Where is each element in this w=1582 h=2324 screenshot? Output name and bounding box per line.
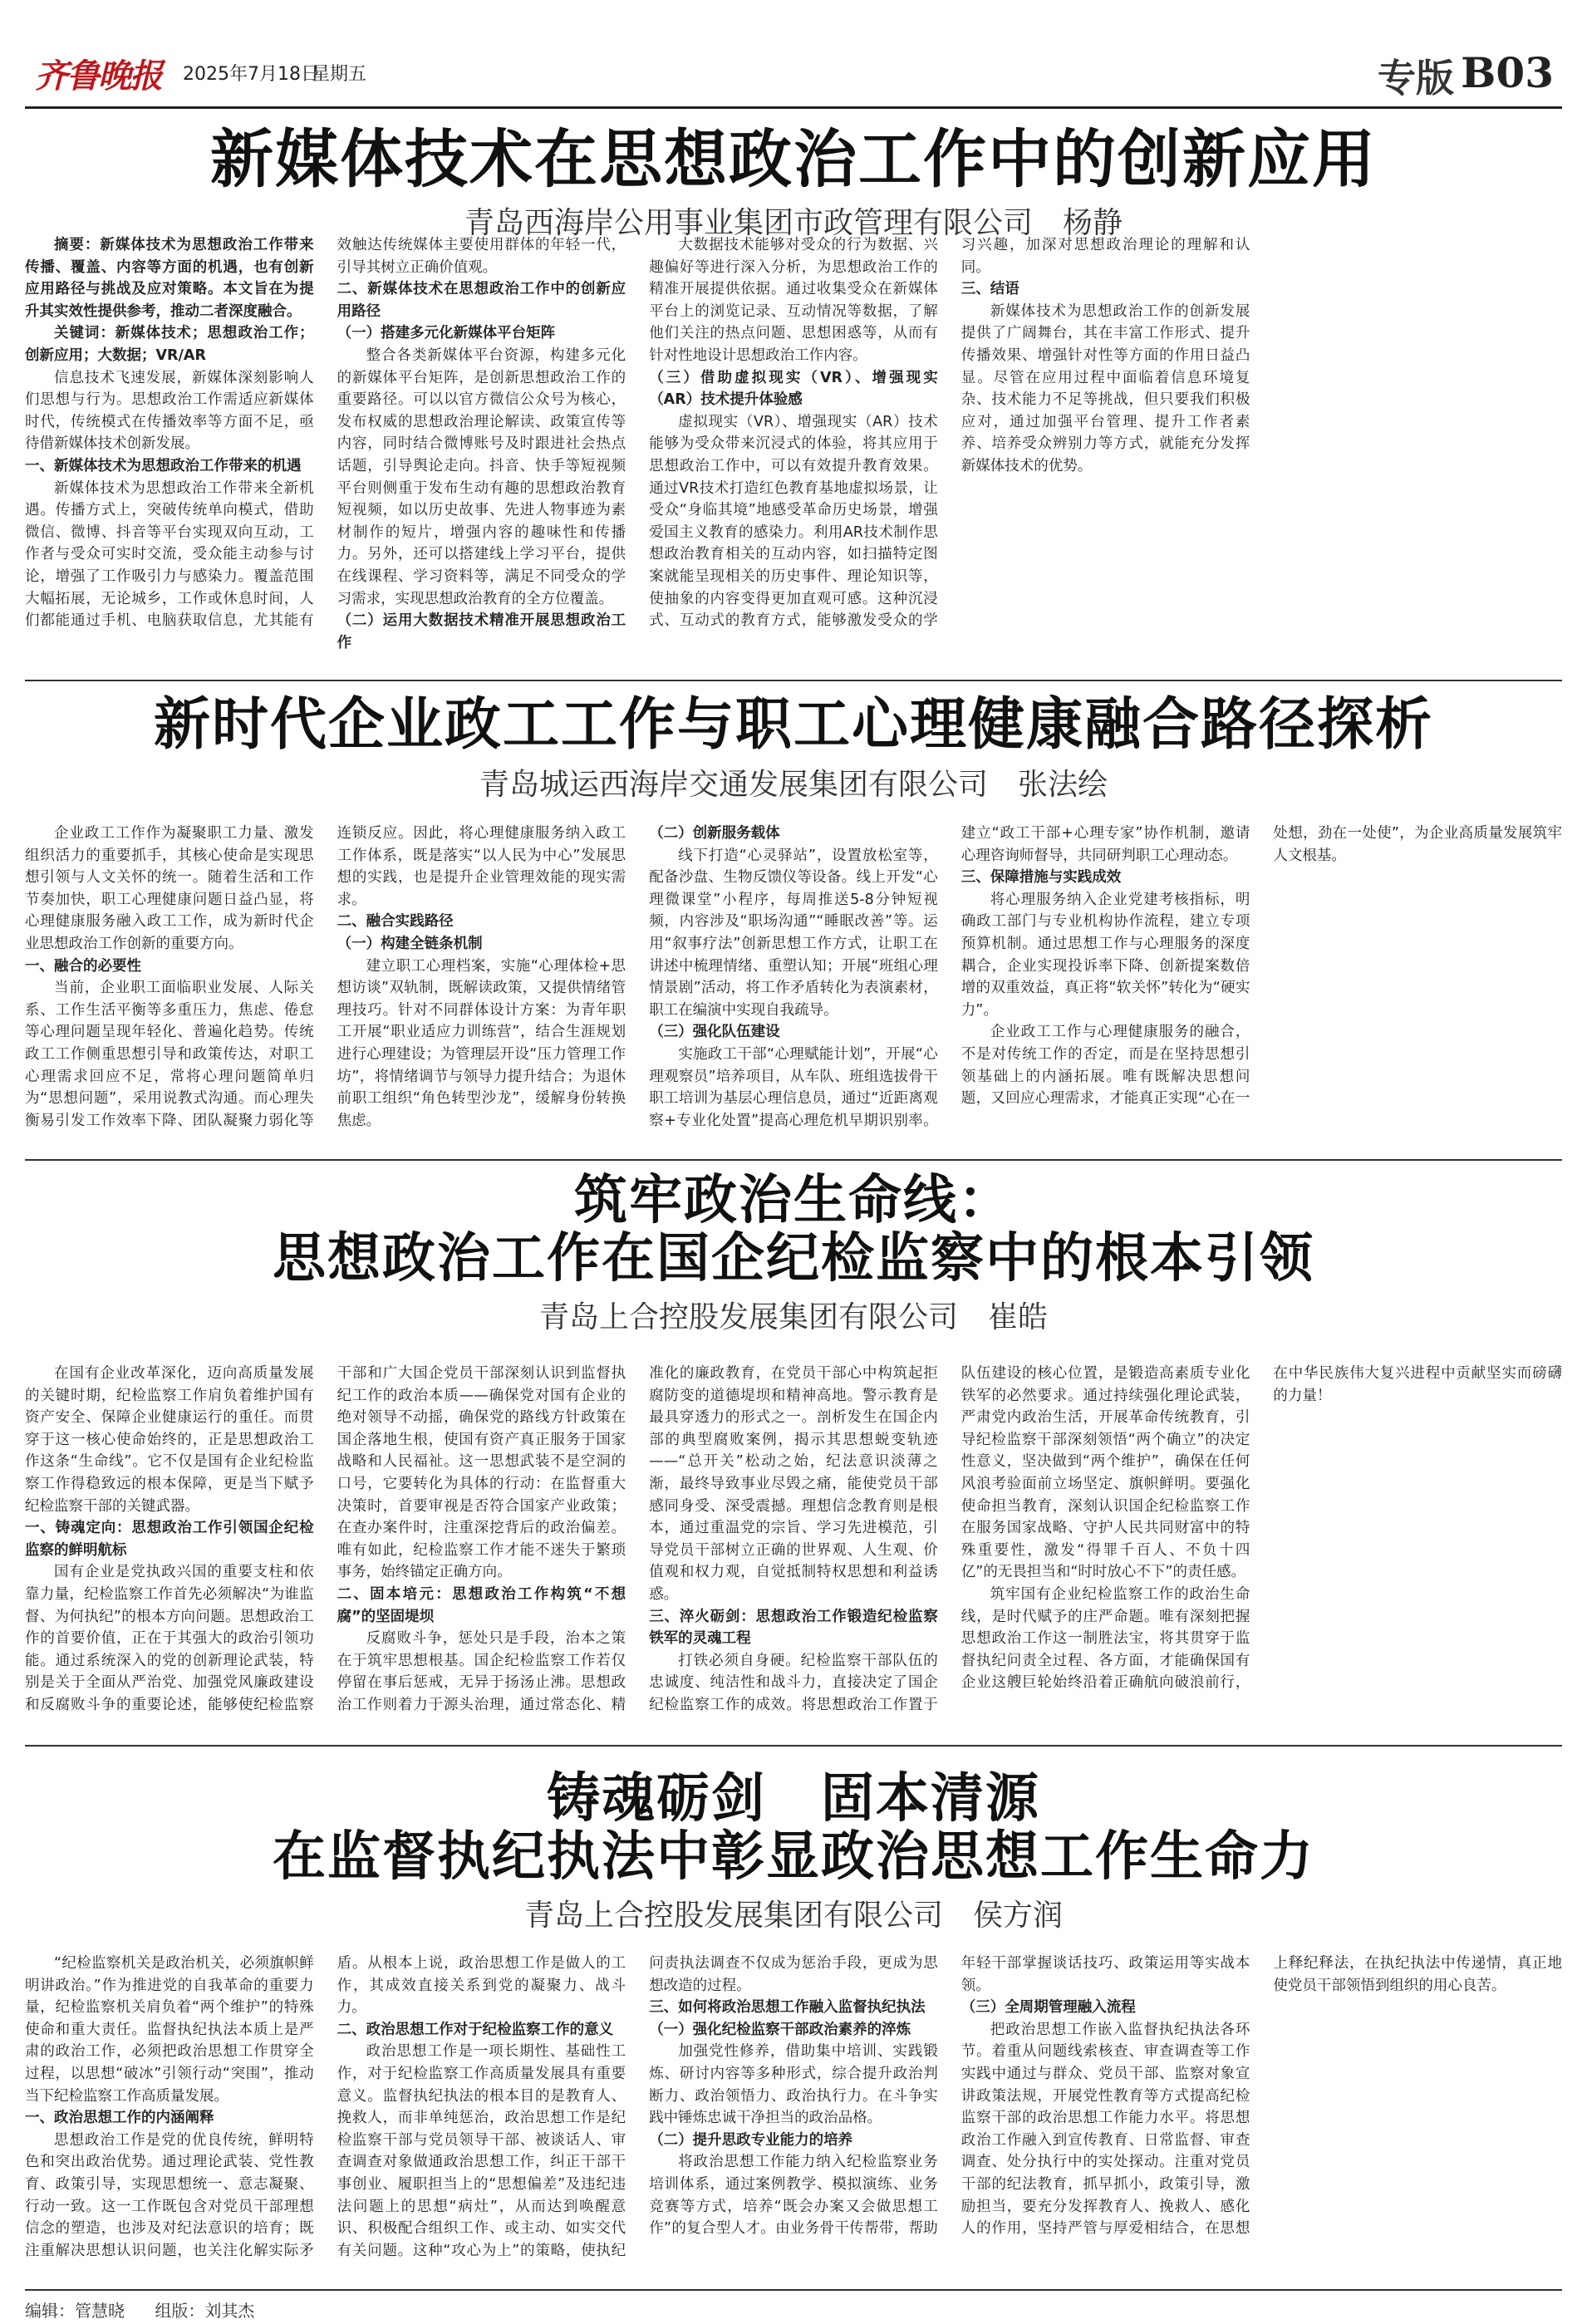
article-1-byline: 青岛西海岸公用事业集团市政管理有限公司 杨静: [464, 205, 1123, 240]
section-heading: （二）运用大数据技术精准开展思想政治工作: [337, 612, 626, 651]
section-heading: 二、新媒体技术在思想政治工作中的创新应用路径: [337, 281, 626, 320]
section-heading: 二、政治思想工作对于纪检监察工作的意义: [337, 2021, 614, 2038]
article-3-title-line2: 思想政治工作在国企纪检监察中的根本引领: [273, 1227, 1314, 1290]
body-paragraph: 在国有企业改革深化，迈向高质量发展的关键时期，纪检监察工作肩负着维护国有资产安全、保障企业健康运行的重任。而贯穿于这一核心使命始终的，正是思想政治工作这条“生命线”。它不仅是国有企业纪检监察工作得稳致远的根本保障，更是当下赋予纪检监察干部的关键武器。: [25, 1365, 314, 1515]
section-heading: 三、保障措施与实践成效: [960, 869, 1122, 887]
section-heading: 三、如何将政治思想工作融入监督执纪执法: [649, 1999, 926, 2017]
article-1-body: [25, 234, 1562, 666]
body-paragraph: 建立职工心理档案，实施“心理体检+思想访谈”双轨制，既解读政策，又提供情绪管理技巧。针对不同群体设计方案：为青年职工开展“职业适应力训练营”，结合生涯规划进行心理建设；为管理层开设“压力管理工作坊”，将情绪调节与领导力提升结合；为退休前职工组织“角色转型沙龙”，缓解身份转换焦虑。: [337, 957, 626, 1129]
footer: [25, 2289, 1562, 2322]
section-heading: （一）搭建多元化新媒体平台矩阵: [337, 325, 556, 342]
body-paragraph: 整合各类新媒体平台资源，构建多元化的新媒体平台矩阵，是创新思想政治工作的重要路径。可以以官方微信公众号为核心，发布权威的思想政治理论解读、政策宣传等内容，同时结合微博账号及时跟进社会热点话题，引导舆论走向。抖音、快手等短视频平台则侧重于发布生动有趣的思想政治教育短视频，如以历史故事、先进人物事迹为素材制作的短片，增强内容的趣味性和传播力。另外，还可以搭建线上学习平台，提供在线课程、学习资料等，满足不同受众的学习需求，实现思想政治教育的全方位覆盖。: [337, 346, 626, 607]
article-4-title-line1: 铸魂砺剑 固本清源: [547, 1767, 1040, 1830]
body-paragraph: 把政治思想工作嵌入监督执纪执法各环节。着重从问题线索核查、审查调查等工作实践中通过与群众、党员干部、监察对象宣讲政策法规，开展党性教育等方式提高纪检监察干部的政治思想工作能力水平。将思想政治工作融入到宣传教育、日常监督、审查调查、处分执行中的实处探动。注重对党员干部的纪法教育，抓早抓小，政策引导，激励担当，要充分发挥教育人、挽救人、感化人的作用，坚持严管与厚爱相结合，在思想上释纪释法，在执纪执法中传递情，真正地使党员干部领悟到组织的用心良苦。: [960, 1955, 1562, 2238]
body-paragraph: 反腐败斗争，惩处只是手段，治本之策在于筑牢思想根基。国企纪检监察工作若仅停留在事后惩戒，无异于扬汤止沸。思想政治工作则着力于源头治理，通过常态化、精准化的廉政教育，在党员干部心中构筑起拒腐防变的道德堤坝和精神高地。警示教育是最具穿透力的形式之一。剖析发生在国企内部的典型腐败案例，揭示其思想蜕变轨迹——“总开关”松动之始，纪法意识淡薄之渐，最终导致事业尽毁之痛，能使党员干部感同身受、深受震撼。理想信念教育则是根本，通过重温党的宗旨、学习先进模范，引导党员干部树立正确的世界观、人生观、价值观和权力观，自觉抵制特权思想和利益诱惑。: [337, 1365, 938, 1713]
article-4-body: [25, 1953, 1562, 2281]
issue-weekday: 星期五: [312, 64, 367, 85]
body-paragraph: 国有企业是党执政兴国的重要支柱和依靠力量，纪检监察工作首先必须解决“为谁监督、为何执纪”的根本方向问题。思想政治工作的首要价值，正在于其强大的政治引领功能。通过系统深入的党的创新理论武装，特别是关于全面从严治党、加强党风廉政建设和反腐败斗争的重要论述，能够使纪检监察干部和广大国企党员干部深刻认识到监督执纪工作的政治本质——确保党对国有企业的绝对领导不动摇，确保党的路线方针政策在国企落地生根，使国有资产真正服务于国家战略和人民福祉。这一思想武装不是空洞的口号，它要转化为具体的行动：在监督重大决策时，首要审视是否符合国家产业政策；在查办案件时，注重深挖背后的政治偏差。唯有如此，纪检监察工作才能不迷失于繁琐事务，始终锚定正确方向。: [25, 1365, 626, 1713]
section-heading: 一、铸魂定向：思想政治工作引领国企纪检监察的鲜明航标: [25, 1520, 314, 1559]
section-heading: （一）构建全链条机制: [337, 935, 483, 952]
body-paragraph: 关键词：新媒体技术；思想政治工作；创新应用；大数据；VR/AR: [25, 325, 314, 364]
article-4-title-line2: 在监督执纪执法中彰显政治思想工作生命力: [273, 1825, 1314, 1889]
article-1-header: [25, 122, 1562, 242]
body-paragraph: 将心理服务纳入企业党建考核指标，明确政工部门与专业机构协作流程，建立专项预算机制。通过思想工作与心理服务的深度耦合，企业实现投诉率下降、创新提案数倍增的双重效益，真正将“软关怀”转化为“硬实力”。: [960, 891, 1250, 1019]
section-heading: （三）强化队伍建设: [649, 1024, 780, 1041]
body-paragraph: 新媒体技术为思想政治工作带来全新机遇。传播方式上，突破传统单向模式，借助微信、微博、抖音等平台实现双向互动，工作者与受众可实时交流，受众能主动参与讨论，增强了工作吸引力与感染力。覆盖范围大幅拓展，无论城乡，工作或休息时间，人们都能通过手机、电脑获取信息，尤其能有效触达传统媒体主要使用群体的年轻一代，引导其树立正确价值观。: [25, 237, 626, 630]
body-paragraph: 虚拟现实（VR）、增强现实（AR）技术能够为受众带来沉浸式的体验，将其应用于思想政治工作中，可以有效提升教育效果。通过VR技术打造红色教育基地虚拟场景，让受众“身临其境”地感受革命历史场景，增强爱国主义教育的感染力。利用AR技术制作思想政治教育相关的互动内容，如扫描特定图案就能呈现相关的历史事件、理论知识等，使抽象的内容变得更加直观可感。这种沉浸式、互动式的教育方式，能够激发受众的学习兴趣，加深对思想政治理论的理解和认同。: [649, 237, 1250, 630]
body-paragraph: 新媒体技术为思想政治工作的创新发展提供了广阔舞台，其在丰富工作形式、提升传播效果、增强针对性等方面的作用日益凸显。尽管在应用过程中面临着信息环境复杂、技术能力不足等挑战，但只要我们积极应对，通过加强平台管理、提升工作者素养、培养受众辨别力等方式，就能充分发挥新媒体技术的优势。: [960, 302, 1250, 474]
section-heading: 二、固本培元：思想政治工作构筑“不想腐”的坚固堤坝: [337, 1585, 626, 1625]
body-paragraph: 企业政工工作与心理健康服务的融合，不是对传统工作的否定，而是在坚持思想引领基础上的内涵拓展。唯有既解决思想问题，又回应心理需求，才能真正实现“心在一处想，劲在一处使”，为企业高质量发展筑牢人文根基。: [960, 825, 1562, 1108]
section-heading: （三）全周期管理融入流程: [960, 1999, 1136, 2017]
layout-credit: 组版：刘其杰: [155, 2301, 255, 2321]
body-paragraph: 实施政工干部“心理赋能计划”，开展“心理观察员”培养项目，从车队、班组选拔骨干职工培训为基层心理信息员，通过“近距离观察+专业化处置”提高心理危机早期识别率。建立“政工干部+心理专家”协作机制，邀请心理咨询师督导，共同研判职工心理动态。: [649, 825, 1250, 1129]
section-heading: 一、新媒体技术为思想政治工作带来的机遇: [25, 457, 302, 474]
editor-credit: 编辑：管慧晓: [25, 2301, 125, 2321]
article-1-title: 新媒体技术在思想政治工作中的创新应用: [210, 122, 1377, 196]
body-paragraph: 大数据技术能够对受众的行为数据、兴趣偏好等进行深入分析，为思想政治工作的精准开展提供依据。通过收集受众在新媒体平台上的浏览记录、互动情况等数据，了解他们关注的热点问题、思想困惑等，从而有针对性地设计思想政治工作内容。: [649, 237, 938, 364]
body-paragraph: 线下打造“心灵驿站”，设置放松室等，配备沙盘、生物反馈仪等设备。线上开发“心理微课堂”小程序，每周推送5-8分钟短视频，内容涉及“职场沟通”“睡眠改善”等。运用“叙事疗法”创新思想工作方式，让职工在讲述中梳理情绪、重塑认知；开展“班组心理情景剧”活动，将工作矛盾转化为表演素材，职工在编演中实现自我疏导。: [649, 847, 938, 1019]
body-paragraph: 当前，企业职工面临职业发展、人际关系、工作生活平衡等多重压力，焦虑、倦怠等心理问题呈现年轻化、普遍化趋势。传统政工工作侧重思想引导和政策传达，对职工心理需求回应不足，常将心理问题简单归为“思想问题”，采用说教式沟通。而心理失衡易引发工作效率下降、团队凝聚力弱化等连锁反应。因此，将心理健康服务纳入政工工作体系，既是落实“以人民为中心”发展思想的实践，也是提升企业管理效能的现实需求。: [25, 825, 626, 1129]
body-paragraph: 打铁必须自身硬。纪检监察干部队伍的忠诚度、纯洁性和战斗力，直接决定了国企纪检监察工作的成效。将思想政治工作置于队伍建设的核心位置，是锻造高素质专业化铁军的必然要求。通过持续强化理论武装，严肃党内政治生活，开展革命传统教育，引导纪检监察干部深刻领悟“两个确立”的决定性意义，坚决做到“两个维护”，确保在任何风浪考验面前立场坚定、旗帜鲜明。要强化使命担当教育，深刻认识国企纪检监察工作在服务国家战略、守护人民共同财富中的特殊重要性，激发“得罪千百人、不负十四亿”的无畏担当和“时时放心不下”的责任感。: [649, 1365, 1250, 1713]
divider: [25, 1159, 1562, 1161]
article-4-byline: 青岛上合控股发展集团有限公司 侯方润: [523, 1898, 1063, 1933]
body-paragraph: 思想政治工作是党的优良传统，鲜明特色和突出政治优势。通过理论武装、党性教育、政策引导，实现思想统一、意志凝聚、行动一致。这一工作既包含对党员干部理想信念的塑造，也涉及对纪法意识的培育；既注重解决思想认识问题，也关注化解实际矛盾。从根本上说，政治思想工作是做人的工作，其成效直接关系到党的凝聚力、战斗力。: [25, 1955, 626, 2259]
section-heading: 二、融合实践路径: [337, 913, 454, 931]
article-2-byline: 青岛城运西海岸交通发展集团有限公司 张法绘: [479, 767, 1108, 802]
article-3-body: [25, 1363, 1562, 1728]
section-heading: 一、政治思想工作的内涵阐释: [25, 2110, 214, 2127]
article-2-body: [25, 823, 1562, 1147]
body-paragraph: 加强党性修养，借助集中培训、实践锻炼、研讨内容等多种形式，综合提升政治判断力、政治领悟力、政治执行力。在斗争实践中锤炼忠诚干净担当的政治品格。: [649, 2043, 938, 2127]
body-paragraph: 将政治思想工作能力纳入纪检监察业务培训体系，通过案例教学、模拟演练、业务竞赛等方式，培养“既会办案又会做思想工作”的复合型人才。由业务骨干传帮带，帮助年轻干部掌握谈话技巧、政策运用等实战本领。: [649, 1955, 1250, 2238]
masthead: [25, 32, 1562, 109]
article-3-byline: 青岛上合控股发展集团有限公司 崔皓: [538, 1300, 1048, 1334]
article-3-title-line1: 筑牢政治生命线：: [574, 1169, 1013, 1231]
article-2-header: [25, 691, 1562, 803]
divider: [25, 680, 1562, 681]
body-paragraph: 摘要：新媒体技术为思想政治工作带来传播、覆盖、内容等方面的机遇，也有创新应用路径与挑战及应对策略。本文旨在为提升其实效性提供参考，推动二者深度融合。: [25, 237, 314, 320]
section-heading: 一、融合的必要性: [25, 957, 141, 975]
section-heading: 三、结语: [960, 281, 1019, 298]
section-heading: （三）借助虚拟现实（VR）、增强现实（AR）技术提升体验感: [649, 369, 938, 409]
body-paragraph: 企业政工工作作为凝聚职工力量、激发组织活力的重要抓手，其核心使命是实现思想引领与人文关怀的统一。随着生活和工作节奏加快，职工心理健康问题日益凸显，将心理健康服务融入政工工作，成为新时代企业思想政治工作创新的重要方向。: [25, 825, 314, 952]
section-heading: 三、淬火砺剑：思想政治工作锻造纪检监察铁军的灵魂工程: [649, 1608, 938, 1648]
newspaper-logo: 齐鲁晚报: [35, 57, 161, 96]
article-2-title: 新时代企业政工工作与职工心理健康融合路径探析: [153, 691, 1433, 758]
section-heading: （二）创新服务载体: [649, 825, 780, 842]
body-paragraph: 信息技术飞速发展，新媒体深刻影响人们思想与行为。思想政治工作需适应新媒体时代，传统模式在传播效率等方面不足，亟待借新媒体技术创新发展。: [25, 369, 314, 453]
divider: [25, 1745, 1562, 1747]
section-label: 专版: [1378, 56, 1454, 101]
article-4-header: [25, 1767, 1562, 1934]
article-3-header: [25, 1169, 1562, 1336]
section-heading: （一）强化纪检监察干部政治素养的淬炼: [649, 2021, 911, 2038]
page-number: B03: [1461, 48, 1554, 97]
body-paragraph: 政治思想工作是一项长期性、基础性工作，对于纪检监察工作高质量发展具有重要意义。监督执纪执法的根本目的是教育人、挽救人，而非单纯惩治，政治思想工作是纪检监察干部与党员领导干部、被谈话人、审查调查对象做通政治思想工作，纠正干部干事创业、履职担当上的“思想偏差”及违纪违法问题上的思想“病灶”，从而达到唤醒意识、积极配合组织工作、或主动、如实交代有关问题。这种“攻心为上”的策略，使执纪问责执法调查不仅成为惩治手段，更成为思想改造的过程。: [337, 1955, 938, 2259]
body-paragraph: 筑牢国有企业纪检监察工作的政治生命线，是时代赋予的庄严命题。唯有深刻把握思想政治工作这一制胜法宝，将其贯穿于监督执纪问责全过程、各方面，才能确保国有企业这艘巨轮始终沿着正确航向破浪前行，在中华民族伟大复兴进程中贡献坚实而磅礴的力量！: [960, 1365, 1562, 1692]
section-heading: （二）提升思政专业能力的培养: [649, 2131, 853, 2149]
issue-date: 2025年7月18日: [183, 64, 319, 85]
body-paragraph: “纪检监察机关是政治机关，必须旗帜鲜明讲政治。”作为推进党的自我革命的重要力量，纪检监察机关肩负着“两个维护”的特殊使命和重大责任。监督执纪执法本质上是严肃的政治工作，必须把政治思想工作贯穿全过程，以思想“破冰”引领行动“突围”，推动当下纪检监察工作高质量发展。: [25, 1955, 314, 2105]
